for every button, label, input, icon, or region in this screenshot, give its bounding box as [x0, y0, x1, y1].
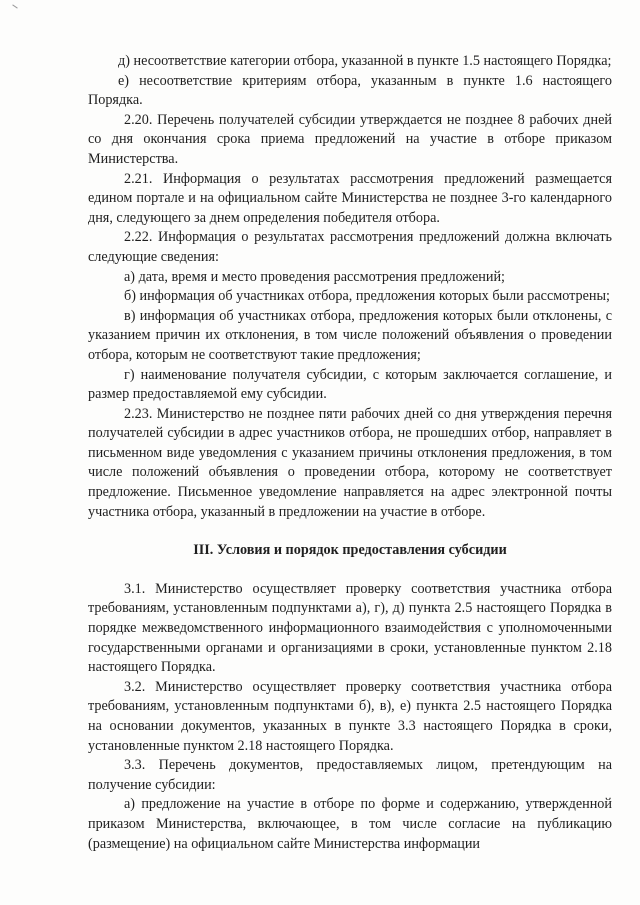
item-a: а) дата, время и место проведения рассмотрения предложений; — [124, 268, 505, 285]
scan-mark — [12, 4, 17, 8]
item-v: в) информация об участниках отбора, предложения которых были отклонены, с указанием причин их отклонения, в том числе положений объявления о проведении отбора, которым не соответствуют такие предложения; — [88, 307, 612, 363]
clause-2-21: 2.21. Информация о результатах рассмотрения предложений размещается едином портале и на официальном сайте Министерства не позднее 3-го календарного дня, следующего за днем определения победителя отбора. — [88, 170, 612, 226]
item-d: д) несоответствие категории отбора, указанной в пункте 1.5 настоящего Порядка; — [118, 53, 612, 69]
clause-2-20: 2.20. Перечень получателей субсидии утверждается не позднее 8 рабочих дней со дня окончания срока приема предложений на участие в отборе приказом Министерства. — [88, 111, 612, 167]
clause-2-23: 2.23. Министерство не позднее пяти рабочих дней со дня утверждения перечня получателей субсидии в адрес участников отбора, не прошедших отбор, направляет в письменном виде уведомления с указанием причины отклонения предложения, в том числе положений объявления о проведении отбора, которому не соответствует предложение. Письменное уведомление направляется на адрес электронной почты участника отбора, указанный в предложении на участие в отборе. — [88, 405, 612, 520]
document-body — [88, 52, 612, 854]
item-e: е) несоответствие критериям отбора, указанным в пункте 1.6 настоящего Порядка. — [88, 72, 612, 109]
item-g: г) наименование получателя субсидии, с которым заключается соглашение, и размер предоставляемой ему субсидии. — [88, 366, 612, 403]
clause-2-22: 2.22. Информация о результатах рассмотрения предложений должна включать следующие сведения: — [88, 229, 612, 265]
clause-3-1: 3.1. Министерство осуществляет проверку соответствия участника отбора требованиям, установленным подпунктами а), г), д) пункта 2.5 настоящего Порядка в порядке межведомственного информационного взаимодействия с уполномоченными государственными органами и организациями в сроки, установленные пунктом 2.18 настоящего Порядка. — [88, 580, 612, 676]
item-3-3-a: а) предложение на участие в отборе по форме и содержанию, утвержденной приказом Министерства, включающее, в том числе согласие на публикацию (размещение) на официальном сайте Министерства информации — [88, 796, 612, 852]
clause-3-2: 3.2. Министерство осуществляет проверку соответствия участника отбора требованиям, установленным подпунктами б), в), е) пункта 2.5 настоящего Порядка на основании документов, указанных в пункте 3.3 настоящего Порядка в сроки, установленные пунктом 2.18 настоящего Порядка. — [88, 678, 612, 754]
clause-3-3: 3.3. Перечень документов, предоставляемых лицом, претендующим на получение субсидии: — [88, 757, 612, 793]
section-heading: III. Условия и порядок предоставления субсидии — [193, 542, 507, 559]
item-b: б) информация об участниках отбора, предложения которых были рассмотрены; — [124, 288, 610, 305]
